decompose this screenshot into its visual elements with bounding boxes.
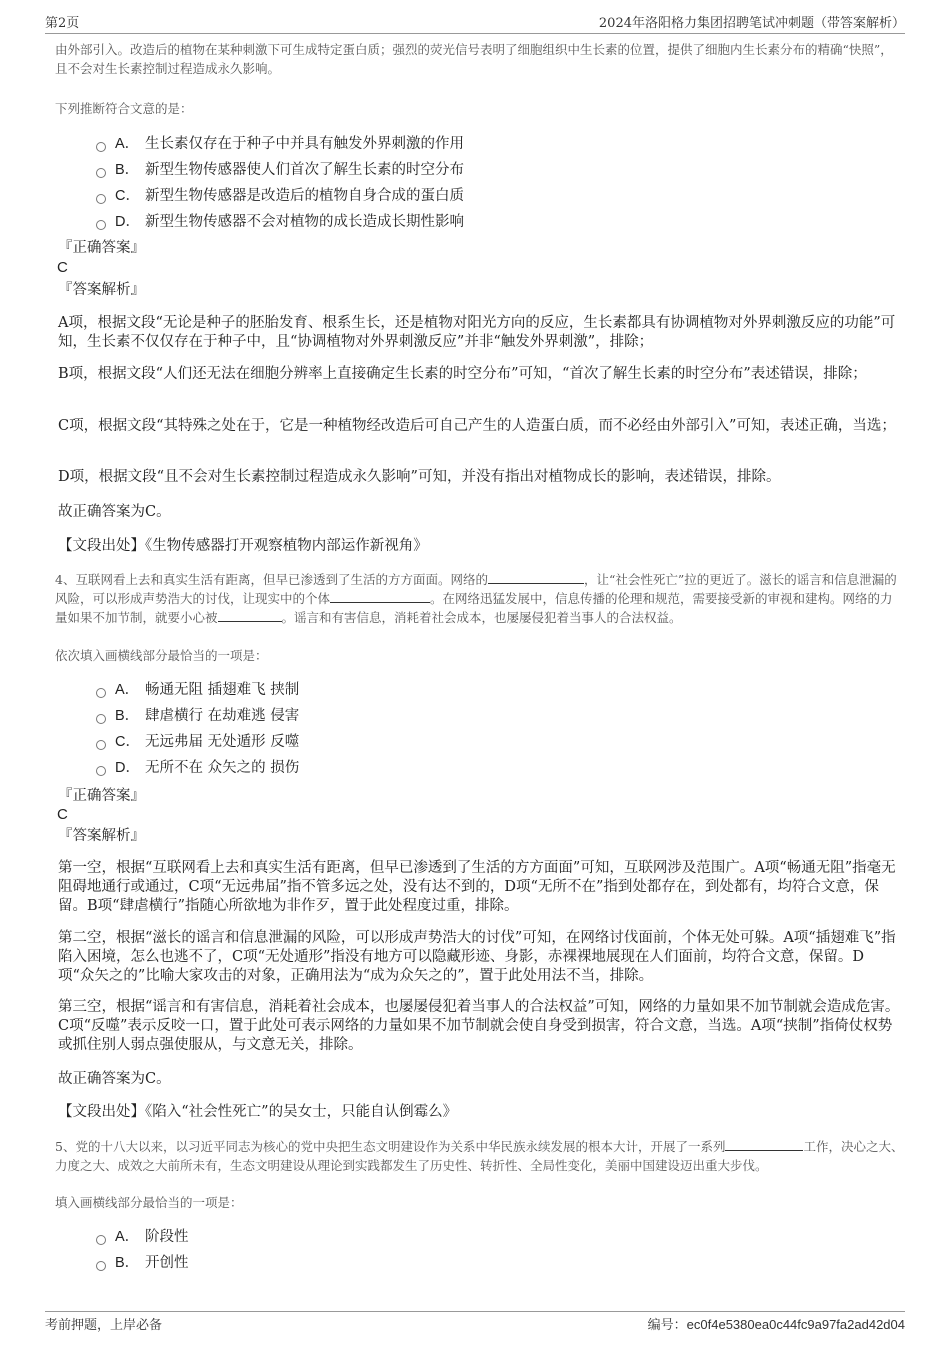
page-number: 第2页	[45, 16, 80, 31]
q4-option-d[interactable]: D． 无所不在 众矢之的 损伤	[96, 757, 299, 779]
q3-passage-tail: 由外部引入。改造后的植物在某种刺激下可生成特定蛋白质；强烈的荧光信号表明了细胞组织中生长素的位置，提供了细胞内生长素分布的精确“快照”，且不会对生长素控制过程造成永久影响。	[55, 42, 893, 76]
document-code: 编号：ec0f4e5380ea0c44fc9a97fa2ad42d04	[647, 1317, 905, 1333]
header-divider	[45, 33, 905, 34]
q3-answer-label: 『正确答案』	[58, 240, 145, 256]
radio-icon[interactable]	[96, 220, 106, 230]
q4-answer-label: 『正确答案』	[58, 788, 145, 804]
q4-conclusion: 故正确答案为C。	[58, 1071, 171, 1087]
footer-slogan: 考前押题，上岸必备	[45, 1318, 163, 1333]
q3-analysis-b: B项，根据文段“人们还无法在细胞分辨率上直接确定生长素的时空分布”可知，“首次了解生长素的时空分布”表述错误，排除；	[58, 366, 867, 382]
radio-icon[interactable]	[96, 142, 106, 152]
q4-option-c[interactable]: C． 无远弗届 无处遁形 反噬	[96, 731, 299, 753]
q4-analysis-blank-1: 第一空，根据“互联网看上去和真实生活有距离，但早已渗透到了生活的方方面面”可知，互联网涉及范围广。A项“畅通无阻”指毫无阻碍地通行或通过，C项“无远弗届”指不管多远之处，没有达不到的，D项“无所不在”指到处都存在，到处都有，均符合文意，保留。B项“肆虐横行”指随心所欲地为非作歹，置于此处程度过重，排除。	[58, 860, 896, 914]
q5-option-a[interactable]: A． 阶段性	[96, 1226, 189, 1248]
q3-option-b[interactable]: B． 新型生物传感器使人们首次了解生长素的时空分布	[96, 159, 464, 181]
q3-prompt: 下列推断符合文意的是：	[55, 101, 193, 116]
radio-icon[interactable]	[96, 1235, 106, 1245]
radio-icon[interactable]	[96, 740, 106, 750]
q4-option-a[interactable]: A． 畅通无阻 插翅难飞 挟制	[96, 679, 299, 701]
page-header	[45, 12, 905, 32]
q4-answer: C	[57, 806, 68, 823]
radio-icon[interactable]	[96, 168, 106, 178]
fill-blank	[488, 571, 584, 584]
q3-answer: C	[57, 259, 68, 276]
q3-analysis-d: D项，根据文段“且不会对生长素控制过程造成永久影响”可知，并没有指出对植物成长的影响，表述错误，排除。	[58, 469, 781, 485]
q3-option-c[interactable]: C． 新型生物传感器是改造后的植物自身合成的蛋白质	[96, 185, 464, 207]
q4-analysis-blank-2: 第二空，根据“滋长的谣言和信息泄漏的风险，可以形成声势浩大的讨伐”可知，在网络讨伐面前，个体无处可躲。A项“插翅难飞”指陷入困境，怎么也逃不了，C项“无处遁形”指没有地方可以隐藏形迹、身影，赤裸裸地展现在人们面前，均符合文意，保留。D项“众矢之的”比喻大家攻击的对象，正确用法为“成为众矢之的”，置于此处用法不当，排除。	[58, 930, 896, 984]
q5-option-b[interactable]: B． 开创性	[96, 1252, 189, 1274]
q4-analysis-label: 『答案解析』	[58, 828, 145, 844]
q3-source: 【文段出处】《生物传感器打开观察植物内部运作新视角》	[58, 538, 428, 554]
q4-source: 【文段出处】《陷入“社会性死亡”的吴女士，只能自认倒霉么》	[58, 1104, 458, 1120]
radio-icon[interactable]	[96, 714, 106, 724]
q3-analysis-label: 『答案解析』	[58, 282, 145, 298]
radio-icon[interactable]	[96, 766, 106, 776]
q3-analysis-c: C项，根据文段“其特殊之处在于，它是一种植物经改造后可自己产生的人造蛋白质，而不必经由外部引入”可知，表述正确，当选；	[58, 418, 896, 434]
document-title: 2024年洛阳格力集团招聘笔试冲刺题（带答案解析）	[598, 16, 905, 31]
q5-passage: 5、党的十八大以来，以习近平同志为核心的党中央把生态文明建设作为关系中华民族永续发展的根本大计，开展了一系列 工作，决心之大、力度之大、成效之大前所未有，生态文明建设从理论到实践都发生了历史性、转折性、全局性变化，美丽中国建设迈出重大步伐。	[55, 1139, 904, 1173]
q5-prompt: 填入画横线部分最恰当的一项是：	[55, 1195, 243, 1210]
fill-blank	[218, 609, 282, 622]
footer-divider	[45, 1311, 905, 1312]
radio-icon[interactable]	[96, 194, 106, 204]
q4-prompt: 依次填入画横线部分最恰当的一项是：	[55, 648, 268, 663]
radio-icon[interactable]	[96, 688, 106, 698]
page-footer	[45, 1314, 905, 1334]
fill-blank	[330, 590, 430, 603]
q3-analysis-a: A项，根据文段“无论是种子的胚胎发育、根系生长，还是植物对阳光方向的反应，生长素都具有协调植物对外界刺激反应的功能”可知，生长素不仅仅存在于种子中，且“协调植物对外界刺激反应”并非“触发外界刺激”，排除；	[58, 315, 896, 350]
q3-conclusion: 故正确答案为C。	[58, 504, 171, 520]
radio-icon[interactable]	[96, 1261, 106, 1271]
fill-blank	[725, 1138, 803, 1151]
q3-option-a[interactable]: A． 生长素仅存在于种子中并具有触发外界刺激的作用	[96, 133, 464, 155]
q4-passage: 4、互联网看上去和真实生活有距离，但早已渗透到了生活的方方面面。网络的 ，让“社会性死亡”拉的更近了。滋长的谣言和信息泄漏的风险，可以形成声势浩大的讨伐，让现实中的个体 。在网络迅猛发展中，信息传播的伦理和规范，需要接受新的审视和建构。网络的力量如果不加节制，就要小心被 。谣言和有害信息，消耗着社会成本，也屡屡侵犯着当事人的合法权益。	[55, 572, 897, 625]
q4-option-b[interactable]: B． 肆虐横行 在劫难逃 侵害	[96, 705, 299, 727]
q3-option-d[interactable]: D． 新型生物传感器不会对植物的成长造成长期性影响	[96, 211, 464, 233]
q4-analysis-blank-3: 第三空，根据“谣言和有害信息，消耗着社会成本，也屡屡侵犯着当事人的合法权益”可知，网络的力量如果不加节制就会造成危害。C项“反噬”表示反咬一口，置于此处可表示网络的力量如果不加节制就会使自身受到损害，符合文意，当选。A项“挟制”指倚仗权势或抓住别人弱点强使服从，与文意无关，排除。	[58, 999, 900, 1053]
